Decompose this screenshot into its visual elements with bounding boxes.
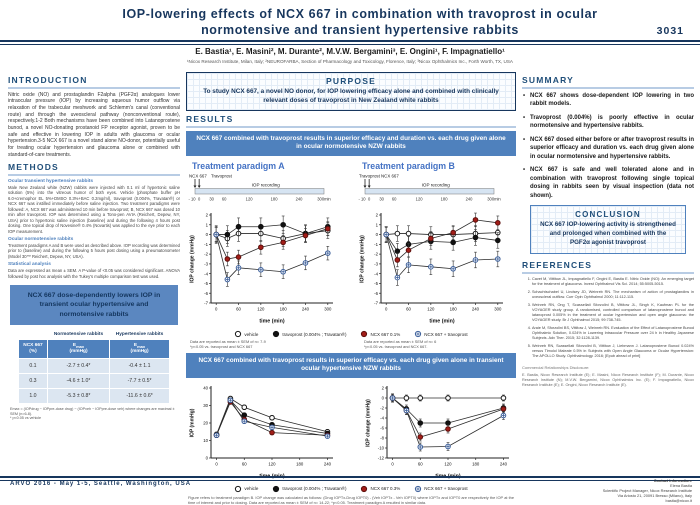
svg-text:60: 60 (241, 461, 247, 467)
svg-text:0: 0 (215, 306, 218, 312)
legend-item (272, 330, 346, 338)
svg-text:-7: -7 (374, 300, 378, 306)
svg-text:time (min): time (min) (429, 318, 455, 325)
svg-text:30: 30 (209, 196, 214, 202)
svg-text:60: 60 (417, 461, 423, 467)
paradigm-b-note-line2: *p<0.05 vs. travoprost and NCX 667. (364, 344, 428, 350)
results-banner-hypertensive: NCX 667 combined with travoprost results in superior efficacy vs. each drug given alone in transient ocular hypertensive NZW rabbits (186, 353, 516, 378)
legend-label: vehicle (244, 331, 259, 337)
conclusion-box (530, 205, 686, 254)
svg-text:300: 300 (494, 306, 502, 312)
svg-text:0: 0 (215, 461, 218, 467)
svg-text:180: 180 (472, 461, 480, 467)
svg-text:30: 30 (379, 196, 384, 202)
references-list (522, 277, 694, 359)
disclosure-heading: Commercial Relationships Disclosure: (522, 364, 590, 370)
reference-item: 2. Schachtschabel U, Lindsey JD, Weinreb RN. The mechanism of action of prostaglandins in uveoscleral outflow. Curr Opin Ophthalmol 2000; 11:112-115. (532, 290, 694, 300)
legend-label: travoprost (0.004% ; Travatan®) (282, 486, 347, 492)
svg-text:240: 240 (323, 461, 332, 467)
svg-text:- 10: - 10 (188, 196, 196, 202)
paradigm-b-panel (356, 159, 516, 329)
svg-text:240: 240 (499, 461, 508, 467)
legend-label: travoprost (0.004% ; Travatan®) (282, 331, 347, 337)
table-emax-header: $E_{max}$ (mmHg) (110, 340, 169, 358)
center-column (186, 72, 516, 505)
dose-response-result-box: NCX 667 dose-dependently lowers IOP in transient ocular hypertensive and normotensive rabbits (10, 285, 178, 325)
svg-text:180: 180 (296, 461, 304, 467)
table-cell: -7.7 ± 0.5* (110, 374, 169, 388)
introduction-text: Nitric oxide (NO) and prostaglandin F2alpha (PGF2α) analogues lower intraocular pressure (IOP) by increasing aqueous humor outflow via relaxation of the trabecular meshwork and Schlemm's canal (conventional route) and through the uveoscleral pathway (nonconventional route), respectively.1-2 Both mechanisms have been combined into Latanoprostene bunod, a novel NO-donating prostanoid FP receptor agonist, proven to be safe and effective in lowering IOP in adults with glaucoma or ocular hypertension.3-5 NCX 667 is a novel stand alone NO-donor, potentially useful for treating ocular hypertension and glaucoma alone or combined with standard-of-care treatments. (8, 91, 180, 158)
svg-text:2: 2 (205, 212, 208, 218)
svg-text:120: 120 (257, 306, 265, 312)
svg-text:0: 0 (391, 461, 394, 467)
svg-text:240: 240 (301, 306, 310, 312)
table-cell: -2.7 ± 0.4* (48, 359, 109, 373)
legend-marker (414, 485, 422, 493)
svg-text:180: 180 (449, 306, 457, 312)
svg-text:180: 180 (270, 196, 278, 202)
svg-text:-6: -6 (380, 425, 384, 431)
svg-text:IOP change (mmHg): IOP change (mmHg) (359, 235, 366, 283)
affiliations-line: ¹Nicox Research Institute, Milan, Italy; ²NEUROFARBA, Section of Pharmacology and Toxicology, Florence, Italy; ³Nicox Ophthalmics Inc., Forth Worth, TX, USA (187, 59, 513, 64)
svg-text:-7: -7 (204, 300, 208, 306)
legend-marker (360, 330, 368, 338)
poster-title: IOP-lowering effects of NCX 667 in combination with travoprost in ocular normotensive and transient hypertensive rabbits (122, 7, 598, 38)
svg-text:Travoprost: Travoprost (211, 173, 232, 179)
timeline-svg (358, 172, 510, 203)
svg-text:-2: -2 (374, 251, 378, 257)
methods-subheading-statistics: Statistical analysis (8, 262, 51, 268)
table-blank-cell (19, 331, 47, 339)
reference-item: 4. Araie M, Sforzolini BS, Vittitow J, Weinreb RN. Evaluation of the Effect of Latanoprostene Bunod Ophthalmic Solution, 0.024% in Lowering Intraocular Pressure over 24 h in Healthy Japanese Subjects. Adv Ther. 2015; 32:1128-1139. (532, 326, 694, 341)
svg-text:- 10: - 10 (358, 196, 366, 202)
svg-text:0: 0 (368, 196, 371, 202)
summary-bullets (522, 92, 694, 201)
svg-text:120: 120 (415, 196, 423, 202)
paradigm-a-note-line2: *p<0.05 vs. travoprost and NCX 667 (190, 344, 253, 350)
chart-svg (358, 208, 510, 324)
table-footnote (10, 407, 178, 421)
legend-item (414, 330, 467, 338)
svg-text:10: 10 (203, 437, 208, 443)
legend-label: NCX 667 0.3% (370, 486, 401, 492)
svg-text:-3: -3 (204, 261, 208, 267)
results-heading: RESULTS (186, 114, 516, 128)
references-heading: REFERENCES (522, 260, 694, 274)
chart-svg (364, 381, 516, 479)
results-banner-normotensive: NCX 667 combined with travoprost results in superior efficacy and duration vs. each drug given alone in ocular normotensive NZW rabbits (186, 131, 516, 156)
right-column (522, 72, 694, 474)
svg-text:300min: 300min (487, 196, 501, 202)
legend-item (360, 485, 400, 493)
legend-marker (414, 330, 422, 338)
svg-text:IOP change (mmHg): IOP change (mmHg) (189, 235, 196, 283)
svg-text:120: 120 (427, 306, 435, 312)
svg-text:30: 30 (203, 402, 208, 408)
svg-text:-2: -2 (204, 251, 208, 257)
table-cell: -5.3 ± 0.8* (48, 389, 109, 403)
conclusion-text: NCX 667 IOP-lowering activity is strengthened and prolonged when combined with the PGF2α agonist travoprost (540, 221, 676, 246)
svg-text:300: 300 (324, 306, 332, 312)
paradigm-a-note-line1: Data are reported as mean ± SEM of n= 7-9 (190, 339, 266, 345)
methods-text-statistics: Data are expressed as mean ± SEM. A P-value of <0.05 was considered significant. ANOVA followed by post hoc analysis with the Tukey's multiple comparison test was used. (8, 268, 180, 279)
svg-text:-2: -2 (380, 405, 384, 411)
table-cell: -0.4 ± 1.1 (110, 359, 169, 373)
svg-text:-1: -1 (204, 241, 208, 247)
table-row (19, 389, 169, 403)
table-cell: -11.6 ± 0.6* (110, 389, 169, 403)
svg-text:-6: -6 (374, 290, 378, 296)
methods-text-hypertensive: Male New Zealand white (NZW) rabbits were injected with 0.1 ml of hypertonic saline solution (5%) into the vitreous humor of both eyes. Vehicle (phosphate buffer pH 6.0+cremophor EL 5%+DMSO 0.3%+BAC 0.2mg/ml), travoprost (0.004%, Travatan®) or NCX 667 was instilled immediately before saline injection. Two treatment paradigms were followed: A, NCX 667 was administered 10 min before travoprost; B, NCX 667 was dosed 10 min after travoprost. IOP was determined using a Tono-pen AVIA (Reichert, Depew, NY, USA) prior to hypertonic saline injection (baseline) and during the following 4 hours post dosing. One topical drop of Novesine® 0.4% (Novartis) was applied to the eye prior to each IOP measurement. (8, 184, 180, 234)
contact-address: Via Ariosto 21, 20091 Bresso (Milano), Italy (617, 493, 692, 499)
methods-subheading-hypertensive: Ocular transient hypertensive rabbits (8, 178, 94, 184)
reference-item: 1. Cavet M, Vittitow JL, Impagnatiello F, Ongini E, Bastia E. Nitric Oxide (NO): An emerging target for the treatment of glaucoma. Invest Ophthalmol Vis Sci. 2014; 55:5005-5015. (532, 277, 694, 287)
paradigm-a-note (190, 339, 338, 350)
methods-heading: METHODS (8, 162, 180, 176)
table-footnote-formula: Emax = (IOPdrug − IOPpre-dose drug) − (IOPveh − IOPpre-dose veh) where changes are maximal ± SEM (n=6-8). (10, 406, 175, 416)
svg-text:60: 60 (236, 306, 241, 312)
table-emax-header: $E_{max}$ (mmHg) (48, 340, 109, 358)
svg-text:-1: -1 (374, 241, 378, 247)
paradigm-a-panel (186, 159, 346, 329)
table-dose-header: NCX 667 (%) (19, 340, 47, 358)
svg-text:240: 240 (465, 196, 473, 202)
table-row (19, 359, 169, 373)
svg-text:-10: -10 (377, 445, 384, 451)
table-group-header: Hypertensive rabbits (115, 331, 164, 337)
legend-label: vehicle (244, 486, 259, 492)
introduction-heading: INTRODUCTION (8, 75, 180, 89)
conclusion-heading: CONCLUSION (575, 210, 641, 220)
svg-text:-5: -5 (374, 281, 378, 287)
table-group-row (19, 331, 169, 339)
chart-hypertensive-iop-change (364, 381, 516, 484)
svg-text:0: 0 (381, 395, 384, 401)
table-cell: 1.0 (19, 389, 47, 403)
summary-bullet: • NCX 667 shows dose-dependent IOP lowering in two rabbit models. (530, 92, 694, 109)
contact-heading: Contact Information: (653, 478, 692, 483)
svg-text:-12: -12 (377, 455, 384, 461)
disclosure-text: E. Bastia, Nicox Research Institute (E); E. Masini, Nicox Research Institute (F); M. Durante, Nicox Research Institute (N); M.V.W. Bergamini, Nicox Ophthalmics Inc. (E); F. Impagnatiello, Nicox Research Institute (E); E. Ongini, Nicox Research Institute (E). (522, 372, 694, 387)
svg-text:time (min): time (min) (259, 318, 285, 325)
svg-text:time (min): time (min) (435, 473, 461, 480)
legend-marker (272, 330, 280, 338)
svg-text:IOP change (mmHg): IOP change (mmHg) (365, 399, 372, 447)
legend-marker (234, 330, 242, 338)
table-group-header: Normotensive rabbits (53, 331, 104, 337)
chart-hypertensive-iop (188, 381, 340, 484)
summary-heading: SUMMARY (522, 75, 694, 89)
summary-bullet: • NCX 667 dosed either before or after travoprost results in superior efficacy and duration vs. each drug given alone in ocular normotensive and hypertensive rabbits. (530, 136, 694, 162)
table-footnote-significance: * p<0.05 vs vehicle (10, 416, 42, 421)
svg-text:IOP (mmHg): IOP (mmHg) (189, 408, 196, 438)
chart-paradigm-b (358, 208, 516, 329)
svg-text:60: 60 (391, 196, 397, 202)
paradigm-a-timeline (188, 172, 346, 208)
purpose-box (186, 72, 516, 111)
svg-text:-4: -4 (374, 271, 378, 277)
legend-label: NCX 667 + travoprost (424, 486, 468, 492)
chart-svg (188, 381, 340, 479)
header-divider (0, 40, 700, 45)
svg-text:NCX 667: NCX 667 (189, 173, 207, 179)
timeline-svg (188, 172, 340, 203)
contact-block (452, 478, 692, 503)
authors-line: E. Bastia¹, E. Masini², M. Durante², M.V.W. Bergamini³, E. Ongini¹, F. Impagnatiello¹ (195, 47, 505, 56)
svg-text:60: 60 (406, 306, 411, 312)
svg-text:180: 180 (440, 196, 448, 202)
purpose-heading: PURPOSE (326, 76, 376, 86)
svg-text:1: 1 (205, 222, 208, 228)
svg-text:0: 0 (385, 306, 388, 312)
chart-svg (188, 208, 340, 324)
svg-text:-5: -5 (204, 281, 208, 287)
svg-text:0: 0 (205, 232, 208, 238)
emax-table (18, 330, 170, 404)
legend-marker (360, 485, 368, 493)
table-header-row (19, 340, 169, 358)
legend-item (234, 330, 258, 338)
legend-marker (272, 485, 280, 493)
paradigm-charts-row (186, 159, 516, 329)
svg-text:NCX 667: NCX 667 (381, 173, 399, 179)
paradigm-b-timeline (358, 172, 516, 208)
svg-text:time (min): time (min) (259, 473, 285, 480)
svg-text:-4: -4 (204, 271, 208, 277)
svg-text:120: 120 (268, 461, 276, 467)
reference-item: 3. Weinreb RN, Ong T, Scassellati Sforzolini B, Vittitow JL, Singh K, Kaufman PL for the VOYAGER study group. A randomised, controlled comparison of latanoprostene bunod and latanoprost 0.005% in the treatment of ocular hypertension and open angle glaucoma: the VOYAGER study. Br J Ophthalmol 2015; 99:738-745. (532, 303, 694, 323)
svg-text:120: 120 (245, 196, 253, 202)
methods-subheading-normotensive: Ocular normotensive rabbits (8, 236, 74, 242)
table-cell: 0.1 (19, 359, 47, 373)
methods-text-normotensive: Treatment paradigms A and B were used as described above. IOP recording was determined prior to (baseline) and during the following 5 hours post dosing using a pneumatonometer (Model 30™ Reichert, Depew, NY, USA). (8, 242, 181, 259)
svg-text:180: 180 (279, 306, 287, 312)
svg-text:20: 20 (203, 420, 208, 426)
legend-item (272, 485, 346, 493)
table-cell: 0.3 (19, 374, 47, 388)
poster-number: 3031 (656, 25, 684, 37)
svg-text:-4: -4 (380, 415, 384, 421)
svg-text:300min: 300min (317, 196, 331, 202)
svg-text:0: 0 (198, 196, 201, 202)
conference-footer: ARVO 2016 - May 1-5, Seattle, Washington, USA (10, 481, 192, 487)
svg-text:240: 240 (471, 306, 480, 312)
svg-text:-8: -8 (380, 435, 384, 441)
chart-notes-row (190, 339, 512, 350)
svg-text:-6: -6 (204, 290, 208, 296)
svg-text:2: 2 (381, 385, 384, 391)
svg-text:IOP recording: IOP recording (251, 182, 280, 188)
paradigm-b-title: Treatment paradigm B (362, 161, 455, 172)
table-cell: -4.6 ± 1.0* (48, 374, 109, 388)
table-row (19, 374, 169, 388)
legend-label: NCX 667 + travoprost (424, 331, 468, 337)
chart-paradigm-a (188, 208, 346, 329)
legend-item (360, 330, 400, 338)
summary-bullet: • Travoprost (0.004%) is poorly effective in ocular normotensive and hypertensive rabbits. (530, 114, 694, 131)
svg-text:Travoprost: Travoprost (359, 173, 380, 179)
summary-bullet: • NCX 667 is safe and well tolerated alone and in combination with travoprost following single topical dosing in rabbits seen by visual inspection (data not shown). (530, 166, 694, 200)
svg-text:1: 1 (375, 222, 378, 228)
purpose-text: To study NCX 667, a novel NO donor, for IOP lowering efficacy alone and combined with clinically relevant doses of travoprost in New Zealand white rabbits (203, 88, 499, 104)
legend-label: NCX 667 0.1% (370, 331, 401, 337)
legend-item (234, 485, 258, 493)
svg-text:0: 0 (205, 455, 208, 461)
figure-caption: Figure refers to treatment paradigm B. IOP change was calculated as follows: (Drug IOPTx-Drug IOPT0) - (Veh IOPTx - Veh IOPT0) where IOPTx and IOPT0 are respectively the IOP at the time of interest and prior to dosing. Data are reported as mean ± SEM of n= 14-22; *p<0.05. Treatment paradigm A resulted in similar data. (188, 494, 514, 505)
svg-text:0: 0 (375, 232, 378, 238)
reference-item: 5. Weinreb RN, Scassellati Sforzolini B, Vittitow J, Liebmann J. Latanoprostene Bunod 0.024% versus Timolol Maleate 0.5% in Subjects with Open Angle Glaucoma or Ocular Hypertension: The APOLLO Study. Ophthalmology. 2016; [Epub ahead of print] (532, 344, 694, 359)
svg-text:-3: -3 (374, 261, 378, 267)
svg-text:IOP recording: IOP recording (421, 182, 450, 188)
contact-name: Elena Bastia (670, 483, 692, 489)
paradigm-b-note (338, 339, 512, 350)
paradigm-b-note-line1: Data are reported as mean ± SEM of n= 6 (364, 339, 437, 345)
svg-text:120: 120 (444, 461, 452, 467)
svg-text:2: 2 (375, 212, 378, 218)
hypertensive-charts-row (186, 381, 516, 484)
svg-text:240: 240 (295, 196, 303, 202)
svg-text:40: 40 (203, 385, 208, 391)
paradigm-a-title: Treatment paradigm A (192, 161, 285, 172)
svg-text:60: 60 (221, 196, 227, 202)
legend-normotensive (186, 330, 516, 338)
contact-email: bastia@nicox.it (665, 498, 692, 504)
left-column (8, 72, 180, 474)
legend-marker (234, 485, 242, 493)
contact-role: Scientific Project Manager, Nicox Research Institute (602, 488, 692, 494)
